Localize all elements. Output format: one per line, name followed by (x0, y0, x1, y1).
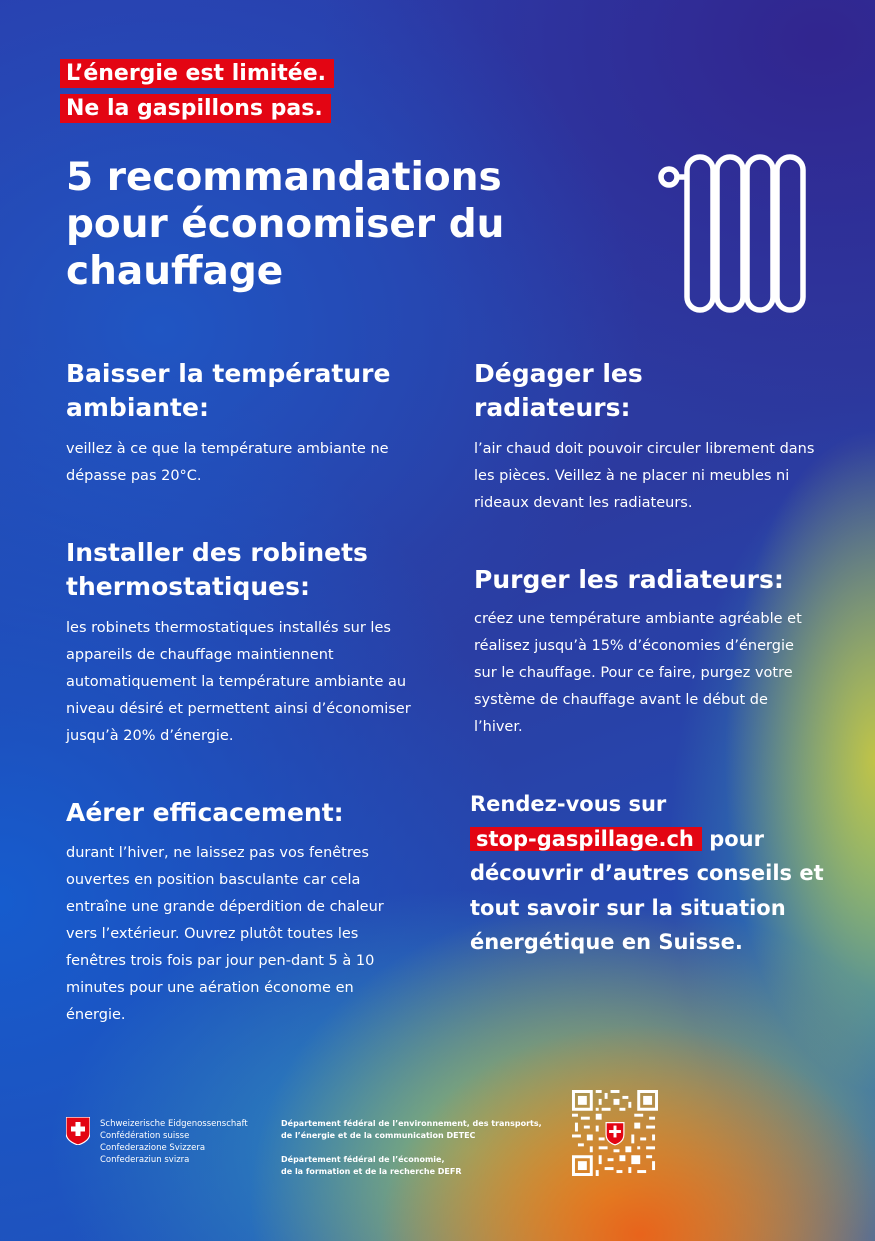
defr-department (281, 1154, 462, 1178)
tip-4-heading: Dégager les radiateurs: (474, 359, 643, 422)
cta-intro: Rendez-vous sur (470, 792, 667, 816)
tip-1-text: veillez à ce que la température ambiante ne dépasse pas 20°C. (66, 441, 389, 484)
detec-line-2: de l’énergie et de la communication DETEC (281, 1131, 476, 1140)
confed-de: Schweizerische Eidgenossenschaft (100, 1119, 248, 1129)
defr-line-2: de la formation et de la recherche DEFR (281, 1167, 462, 1176)
cta-block (470, 787, 850, 960)
confed-fr: Confédération suisse (100, 1131, 190, 1141)
tip-2-heading: Installer des robinets thermostatiques: (66, 538, 368, 601)
tip-2-text: les robinets thermostatiques installés sur les appareils de chauffage maintiennent automatiquement la température ambiante au niveau désiré et permettent ainsi d’économiser jusqu’à 20% d’énergie. (66, 620, 411, 744)
qr-code-icon[interactable] (572, 1090, 658, 1176)
slogan-line-2: Ne la gaspillons pas. (60, 94, 331, 123)
confed-it: Confederazione Svizzera (100, 1143, 206, 1153)
tip-5-heading: Purger les radiateurs: (474, 565, 784, 594)
tip-5-text: créez une température ambiante agréable et réalisez jusqu’à 15% d’économies d’énergie sur le chauffage. Pour ce faire, purgez votre système de chauffage avant le début de l’hiver. (474, 611, 802, 735)
tip-1-heading: Baisser la température ambiante: (66, 359, 391, 422)
confederation-names (100, 1118, 248, 1166)
tip-4-text: l’air chaud doit pouvoir circuler librement dans les pièces. Veillez à ne placer ni meubles ni rideaux devant les radiateurs. (474, 441, 815, 511)
website-link[interactable]: stop-gaspillage.ch (470, 827, 702, 851)
detec-line-1: Département fédéral de l’environnement, des transports, (281, 1119, 542, 1128)
tip-3-text: durant l’hiver, ne laissez pas vos fenêtres ouvertes en position basculante car cela entraîne une grande déperdition de chaleur vers l’extérieur. Ouvrez plutôt toutes les fenêtres trois fois par jour pen-dant 5 à 10 minutes pour une aération économe en énergie. (66, 845, 384, 1023)
tip-3-heading: Aérer efficacement: (66, 798, 344, 827)
defr-line-1: Département fédéral de l’économie, (281, 1155, 445, 1164)
cta-outro: pour découvrir d’autres conseils et tout savoir sur la situation énergétique en Suisse. (470, 826, 824, 954)
radiator-icon (655, 152, 815, 317)
detec-department (281, 1118, 542, 1142)
swiss-cross-icon (66, 1117, 90, 1145)
confed-rm: Confederaziun svizra (100, 1155, 190, 1165)
page-title: 5 recommandations pour économiser du chauffage (66, 155, 505, 294)
slogan-line-1: L’énergie est limitée. (60, 59, 334, 88)
